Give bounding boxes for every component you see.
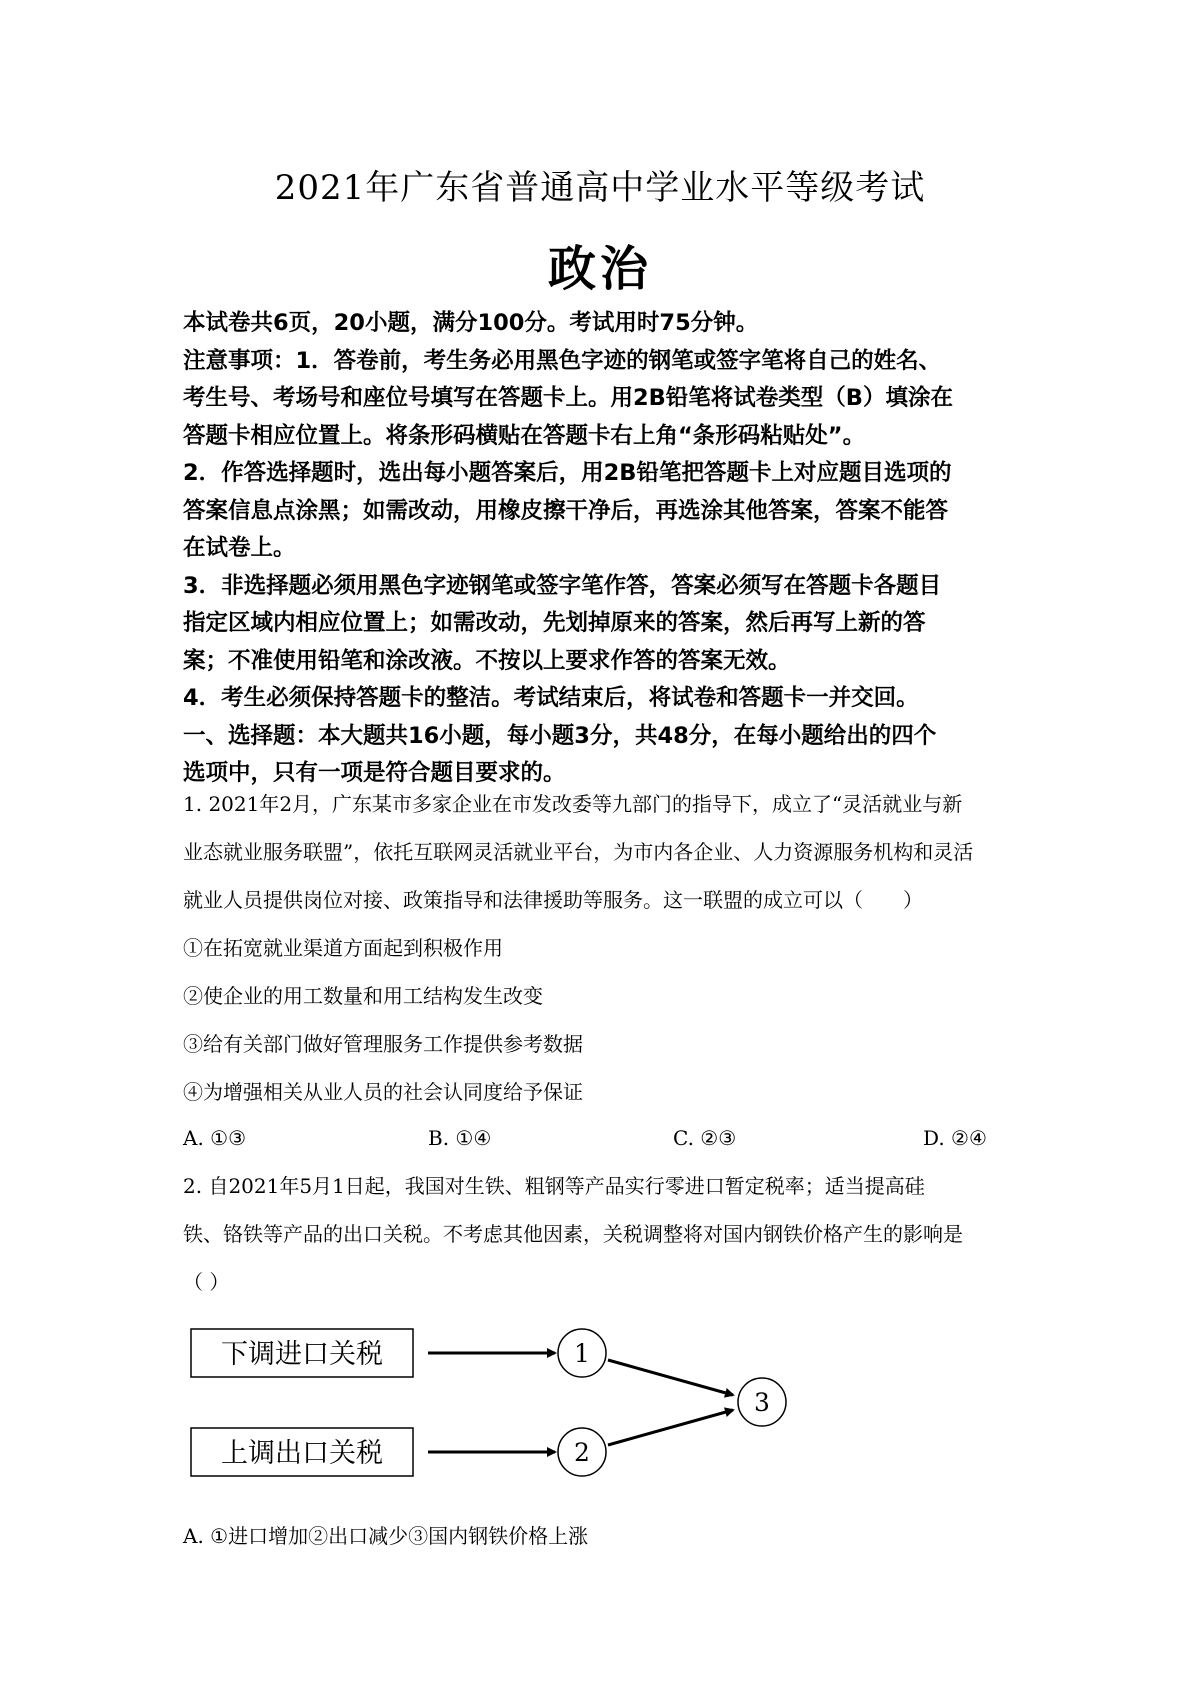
instruction-line: 指定区域内相应位置上；如需改动，先划掉原来的答案，然后再写上新的答 bbox=[183, 610, 926, 636]
q1-stem-line: 就业人员提供岗位对接、政策指导和法律援助等服务。这一联盟的成立可以（ ） bbox=[183, 888, 923, 912]
section-heading-line: 一、选择题：本大题共16小题，每小题3分，共48分，在每小题给出的四个 bbox=[183, 722, 937, 749]
instruction-line: 答题卡相应位置上。将条形码横贴在答题卡右上角“条形码粘贴处”。 bbox=[183, 422, 866, 449]
q1-option-d: D. ②④ bbox=[923, 1126, 987, 1150]
q1-stem-line: 业态就业服务联盟”，依托互联网灵活就业平台，为市内各企业、人力资源服务机构和灵活 bbox=[183, 840, 974, 864]
instruction-line: 3．非选择题必须用黑色字迹钢笔或签字笔作答，答案必须写在答题卡各题目 bbox=[183, 572, 942, 599]
q1-option-c: C. ②③ bbox=[673, 1126, 737, 1150]
instruction-line: 注意事项：1．答卷前，考生务必用黑色字迹的钢笔或签字笔将自己的姓名、 bbox=[183, 347, 942, 374]
node-1-label: 1 bbox=[574, 1339, 590, 1368]
box-lower-import-tariff-label: 下调进口关税 bbox=[221, 1339, 383, 1370]
q1-option-a: A. ①③ bbox=[183, 1126, 247, 1150]
q2-stem-line: 铁、铬铁等产品的出口关税。不考虑其他因素，关税调整将对国内钢铁价格产生的影响是 bbox=[183, 1222, 963, 1246]
q1-item: ③给有关部门做好管理服务工作提供参考数据 bbox=[183, 1032, 583, 1056]
instruction-line: 考生号、考场号和座位号填写在答题卡上。用2B铅笔将试卷类型（B）填涂在 bbox=[183, 385, 953, 411]
q2-option-a: A. ①进口增加②出口减少③国内钢铁价格上涨 bbox=[183, 1524, 589, 1548]
q2-stem-line: （ ） bbox=[183, 1270, 230, 1294]
exam-title: 2021年广东省普通高中学业水平等级考试 bbox=[274, 168, 926, 208]
arrow-node1-to-node3 bbox=[608, 1360, 733, 1395]
q1-item: ②使企业的用工数量和用工结构发生改变 bbox=[183, 984, 543, 1008]
arrow-node2-to-node3 bbox=[608, 1410, 733, 1445]
q1-stem-line: 1. 2021年2月，广东某市多家企业在市发改委等九部门的指导下，成立了“灵活就业与新 bbox=[183, 792, 963, 816]
q2-stem-line: 2. 自2021年5月1日起，我国对生铁、粗钢等产品实行零进口暂定税率；适当提高硅 bbox=[183, 1174, 925, 1198]
exam-instructions bbox=[183, 305, 1033, 793]
box-raise-export-tariff-label: 上调出口关税 bbox=[221, 1438, 383, 1469]
node-2-label: 2 bbox=[574, 1438, 590, 1467]
instruction-line: 在试卷上。 bbox=[183, 535, 296, 561]
subject-title: 政治 bbox=[547, 241, 652, 297]
q1-item: ①在拓宽就业渠道方面起到积极作用 bbox=[183, 936, 503, 960]
instruction-line: 2．作答选择题时，选出每小题答案后，用2B铅笔把答题卡上对应题目选项的 bbox=[183, 460, 952, 486]
instruction-line: 案；不准使用铅笔和涂改液。不按以上要求作答的答案无效。 bbox=[183, 647, 791, 674]
instruction-line: 4．考生必须保持答题卡的整洁。考试结束后，将试卷和答题卡一并交回。 bbox=[183, 685, 919, 711]
q1-item: ④为增强相关从业人员的社会认同度给予保证 bbox=[183, 1080, 583, 1104]
node-3-label: 3 bbox=[754, 1388, 770, 1417]
instruction-line: 答案信息点涂黑；如需改动，用橡皮擦干净后，再选涂其他答案，答案不能答 bbox=[183, 497, 949, 524]
q1-option-b: B. ①④ bbox=[428, 1126, 492, 1150]
q2-flow-diagram bbox=[183, 1318, 833, 1478]
instruction-line: 本试卷共6页，20小题，满分100分。考试用时75分钟。 bbox=[183, 310, 759, 336]
section-heading-line: 选项中，只有一项是符合题目要求的。 bbox=[183, 760, 566, 786]
